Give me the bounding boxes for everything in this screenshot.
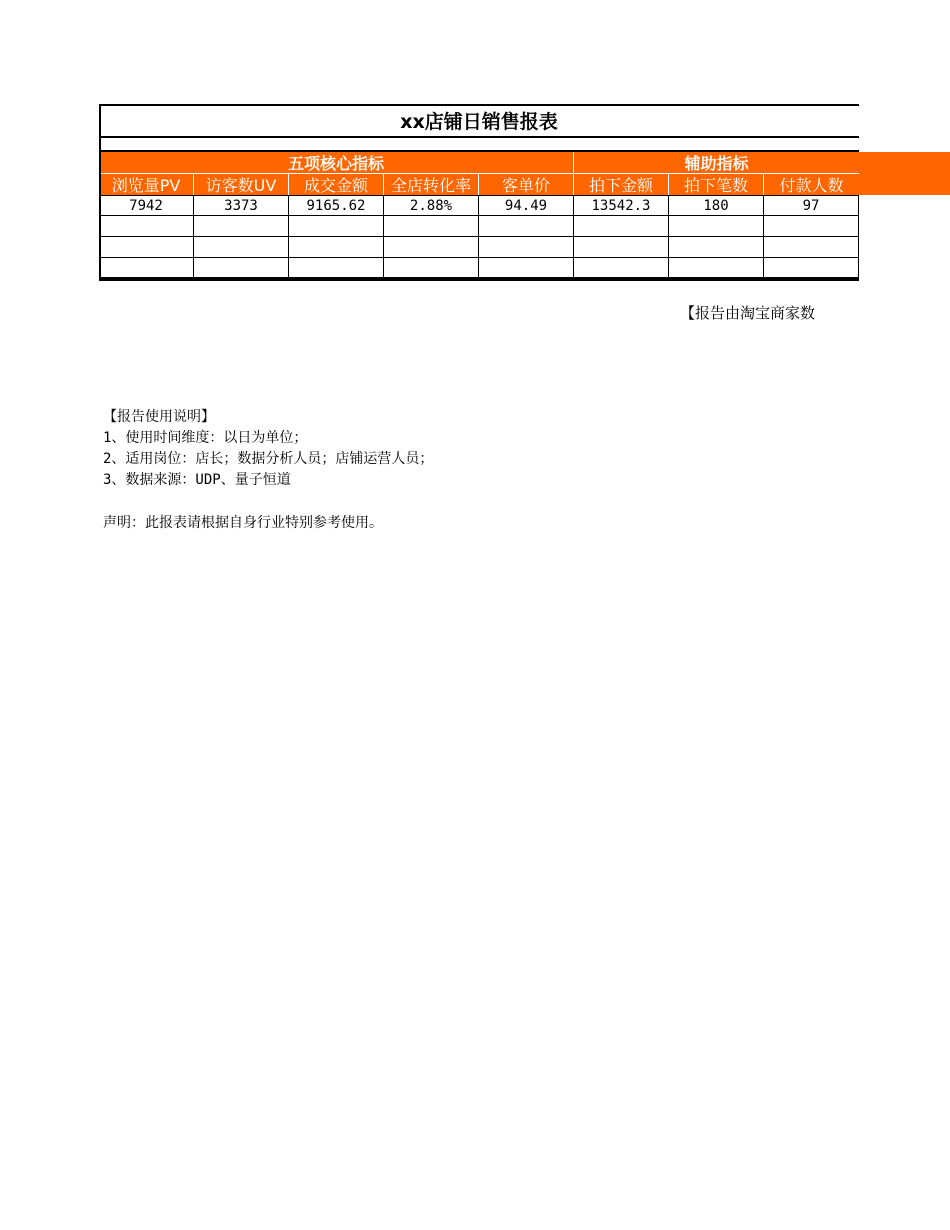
usage-notes <box>103 407 433 491</box>
table-cell[interactable]: 9165.62 <box>289 195 384 216</box>
header-fill-extension <box>859 152 950 195</box>
column-header-order-count: 拍下笔数 <box>669 174 764 195</box>
table-row <box>99 258 859 279</box>
table-cell[interactable]: 3373 <box>194 195 289 216</box>
table-cell[interactable]: 94.49 <box>479 195 574 216</box>
column-header-conversion: 全店转化率 <box>384 174 479 195</box>
group-header-row <box>99 152 859 173</box>
notes-item: 2、适用岗位：店长；数据分析人员；店铺运营人员； <box>103 451 434 467</box>
table-cell[interactable] <box>289 216 384 237</box>
table-cell[interactable] <box>574 258 669 279</box>
table-row <box>99 195 859 216</box>
notes-item: 1、使用时间维度：以日为单位； <box>103 430 308 446</box>
table-cell[interactable] <box>479 237 574 258</box>
table-cell[interactable] <box>194 237 289 258</box>
notes-item: 3、数据来源：UDP、量子恒道 <box>103 472 291 488</box>
table-cell[interactable] <box>289 237 384 258</box>
table-row <box>99 216 859 237</box>
report-title: xx店铺日销售报表 <box>99 104 859 138</box>
table-cell[interactable] <box>574 216 669 237</box>
table-cell[interactable] <box>99 237 194 258</box>
table-cell[interactable] <box>669 216 764 237</box>
table-cell[interactable] <box>384 216 479 237</box>
data-table <box>99 195 859 279</box>
table-cell[interactable] <box>764 258 859 279</box>
table-cell[interactable] <box>289 258 384 279</box>
table-cell[interactable] <box>574 237 669 258</box>
column-header-uv: 访客数UV <box>194 174 289 195</box>
table-cell[interactable]: 97 <box>764 195 859 216</box>
table-cell[interactable]: 2.88% <box>384 195 479 216</box>
column-header-order-amount: 拍下金额 <box>574 174 669 195</box>
disclaimer-statement: 声明：此报表请根据自身行业特别参考使用。 <box>103 515 383 531</box>
table-cell[interactable] <box>384 237 479 258</box>
table-cell[interactable] <box>194 258 289 279</box>
group-core-metrics: 五项核心指标 <box>99 152 574 173</box>
group-aux-metrics: 辅助指标 <box>574 152 859 173</box>
table-cell[interactable] <box>99 258 194 279</box>
column-header-pv: 浏览量PV <box>99 174 194 195</box>
table-cell[interactable] <box>764 216 859 237</box>
table-cell[interactable]: 180 <box>669 195 764 216</box>
table-cell[interactable] <box>764 237 859 258</box>
table-cell[interactable] <box>479 258 574 279</box>
table-cell[interactable]: 7942 <box>99 195 194 216</box>
spacer-row <box>99 138 859 152</box>
table-row <box>99 237 859 258</box>
table-cell[interactable] <box>479 216 574 237</box>
table-cell[interactable] <box>669 237 764 258</box>
table-cell[interactable] <box>669 258 764 279</box>
table-cell[interactable] <box>99 216 194 237</box>
notes-heading: 【报告使用说明】 <box>103 409 215 425</box>
table-cell[interactable]: 13542.3 <box>574 195 669 216</box>
table-cell[interactable] <box>384 258 479 279</box>
column-header-payers: 付款人数 <box>764 174 859 195</box>
column-header-avg-order: 客单价 <box>479 174 574 195</box>
column-header-sales-amount: 成交金额 <box>289 174 384 195</box>
table-cell[interactable] <box>194 216 289 237</box>
column-header-row <box>99 174 859 195</box>
source-note: 【报告由淘宝商家数 <box>680 304 816 322</box>
